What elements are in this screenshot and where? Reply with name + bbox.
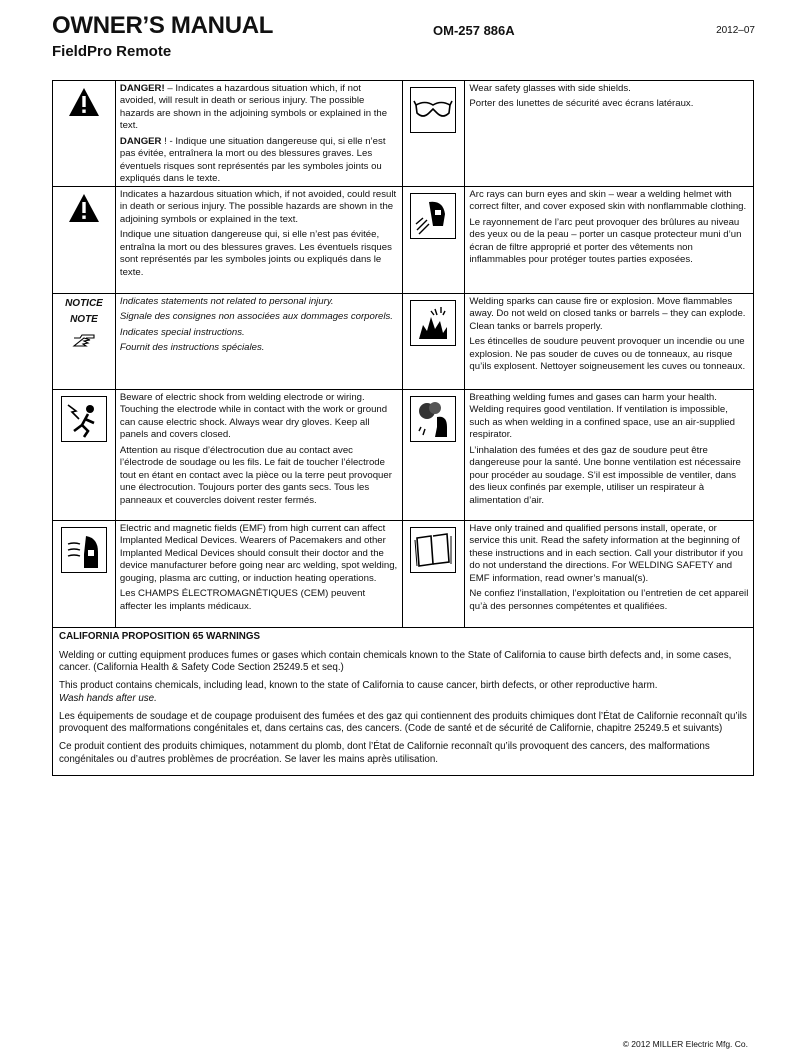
emf-pacemaker-icon [61,527,107,573]
safety-row [53,187,753,294]
qualified-persons-description: Have only trained and qualified persons install, operate, or service this unit. Read the safety information at the beginning of these instructions and in each section. Call your distributor if you do not understand the directions. For WELDING SAFETY and EMF information, read owner’s manual(s). Ne confiez l’installation, l’exploitation ou l’entretien de cet appareil qu’à des personnes compétentes et qualifiées. [469,523,749,612]
california-paragraph: Welding or cutting equipment produces fumes or gases which contain chemicals known to the State of California to cause birth defects and, in some cases, cancer. (California Health & Safety Code Section 25249.5 et seq.) [59,649,732,674]
pointing-hand-icon [72,332,96,348]
product-name: FieldPro Remote [52,43,172,60]
fumes-description: Breathing welding fumes and gases can harm your health. Welding requires good ventilation. If ventilation is impossible, such as when welding in a confined space, use an air-supplied respirator. L’inhalation des fumées et des gaz de soudure peut être dangereuse pour la santé. Une bonne ventilation est nécessaire pour procéder au soudage. S’il est impossible de ventiler, dans des lieux confinés par exemple, utiliser un respirateur à alimentation d’air. [469,392,741,506]
fire-explosion-icon [410,300,456,346]
electric-shock-description: Beware of electric shock from welding electrode or wiring. Touching the electrode while in contact with the work or ground can cause electric shock. Always wear dry gloves. Keep all panels and covers closed. Attention au risque d’électrocution due au contact avec l’électrode de soudage ou les fils. Le fait de toucher l’électrode tout en étant en contact avec la pièce ou la terre peut provoquer une électrocution. Toujours porter des gants secs. Tous les panneaux et couvercles doivent rester fermés. [116,390,403,520]
manual-book-icon [410,527,456,573]
warning-triangle-icon [68,193,100,223]
copyright-notice: © 2012 MILLER Electric Mfg. Co. [622,1039,748,1049]
electric-shock-icon [61,396,107,442]
danger-triangle-icon [68,87,100,117]
arc-rays-description: Arc rays can burn eyes and skin – wear a welding helmet with correct filter, and cover exposed skin with nonflammable clothing. Le rayonnement de l’arc peut provoquer des brûlures au niveau des yeux ou de la peau – porter un casque protecteur muni d’un écran de filtre approprié et porter des vêtements non inflammables pour protéger toutes parties exposées. [469,189,747,266]
fumes-breathing-icon [410,396,456,442]
safety-glasses-description: Wear safety glasses with side shields. Porter des lunettes de sécurité avec écrans latéraux. [469,83,694,110]
california-heading: CALIFORNIA PROPOSITION 65 WARNINGS [59,631,261,642]
safety-table [52,80,754,776]
welding-helmet-icon [410,193,456,239]
california-paragraph: Ce produit contient des produits chimiques, notamment du plomb, dont l’État de Californie reconnaît qu’ils provoquent des cancers, des malformations congénitales ou d’autres problèmes de procréation. Se laver les mains après utilisation. [59,741,710,765]
safety-row [53,521,753,628]
notice-description: Indicates statements not related to personal injury. Signale des consignes non associées aux dommages corporels. Indicates special instructions. Fournit des instructions spéciales. [116,294,403,389]
california-prop65-section [53,628,753,775]
fire-description: Welding sparks can cause fire or explosion. Move flammables away. Do not weld on closed tanks or barrels – they can explode. Clean tanks or barrels properly. Les étincelles de soudure peuvent provoquer un incendie ou une explosion. Ne pas souder de cuves ou de tonneaux, au risque qu’ils explosent. Nettoyer soigneusement les cuves ou tonneaux. [469,296,746,373]
document-date: 2012–07 [716,25,755,36]
danger-description: DANGER! – Indicates a hazardous situation which, if not avoided, will result in death or serious injury. The possible hazards are shown in the adjoining symbols or explained in the text. DANGER ! - Indique une situation dangereuse qui, si elle n’est pas évitée, entraînera la mort ou des blessures graves. Les éventuels risques sont représentés par les symboles joints ou expliqués dans le texte. [116,81,403,186]
safety-glasses-icon [410,87,456,133]
manual-title: OWNER’S MANUAL [52,12,274,39]
document-number: OM-257 886A [433,23,515,38]
safety-row [53,390,753,521]
note-label: NOTE [70,314,98,325]
california-paragraph: This product contains chemicals, including lead, known to the state of California to cause cancer, birth defects, or other reproductive harm. Wash hands after use. [59,680,658,704]
safety-row [53,294,753,390]
notice-label: NOTICE [65,298,103,309]
safety-row [53,81,753,187]
warning-description: Indicates a hazardous situation which, if not avoided, could result in death or serious injury. The possible hazards are shown in the adjoining symbols or explained in the text. Indique une situation dangereuse qui, si elle n’est pas évitée, entraîna la mort ou des blessures graves. Les éventuels risques sont représentés par les symboles joints ou expliqués dans le texte. [116,187,403,293]
emf-description: Electric and magnetic fields (EMF) from high current can affect Implanted Medical Devices. Wearers of Pacemakers and other Implanted Medical Devices should consult their doctor and the device manufacturer before going near arc welding, spot welding, gouging, plasma arc cutting, or induction heating operations. Les CHAMPS ÉLECTROMAGNÉTIQUES (CEM) peuvent affecter les implants médicaux. [116,521,403,627]
california-paragraph: Les équipements de soudage et de coupage produisent des fumées et des gaz qui contiennent des produits chimiques dont l’État de Californie reconnaît qu’ils provoquent des malformations congénitales et, dans certains cas, des cancers. (Code de santé et de sécurité de Californie, chapitre 25249.5 et suivants) [59,710,747,735]
